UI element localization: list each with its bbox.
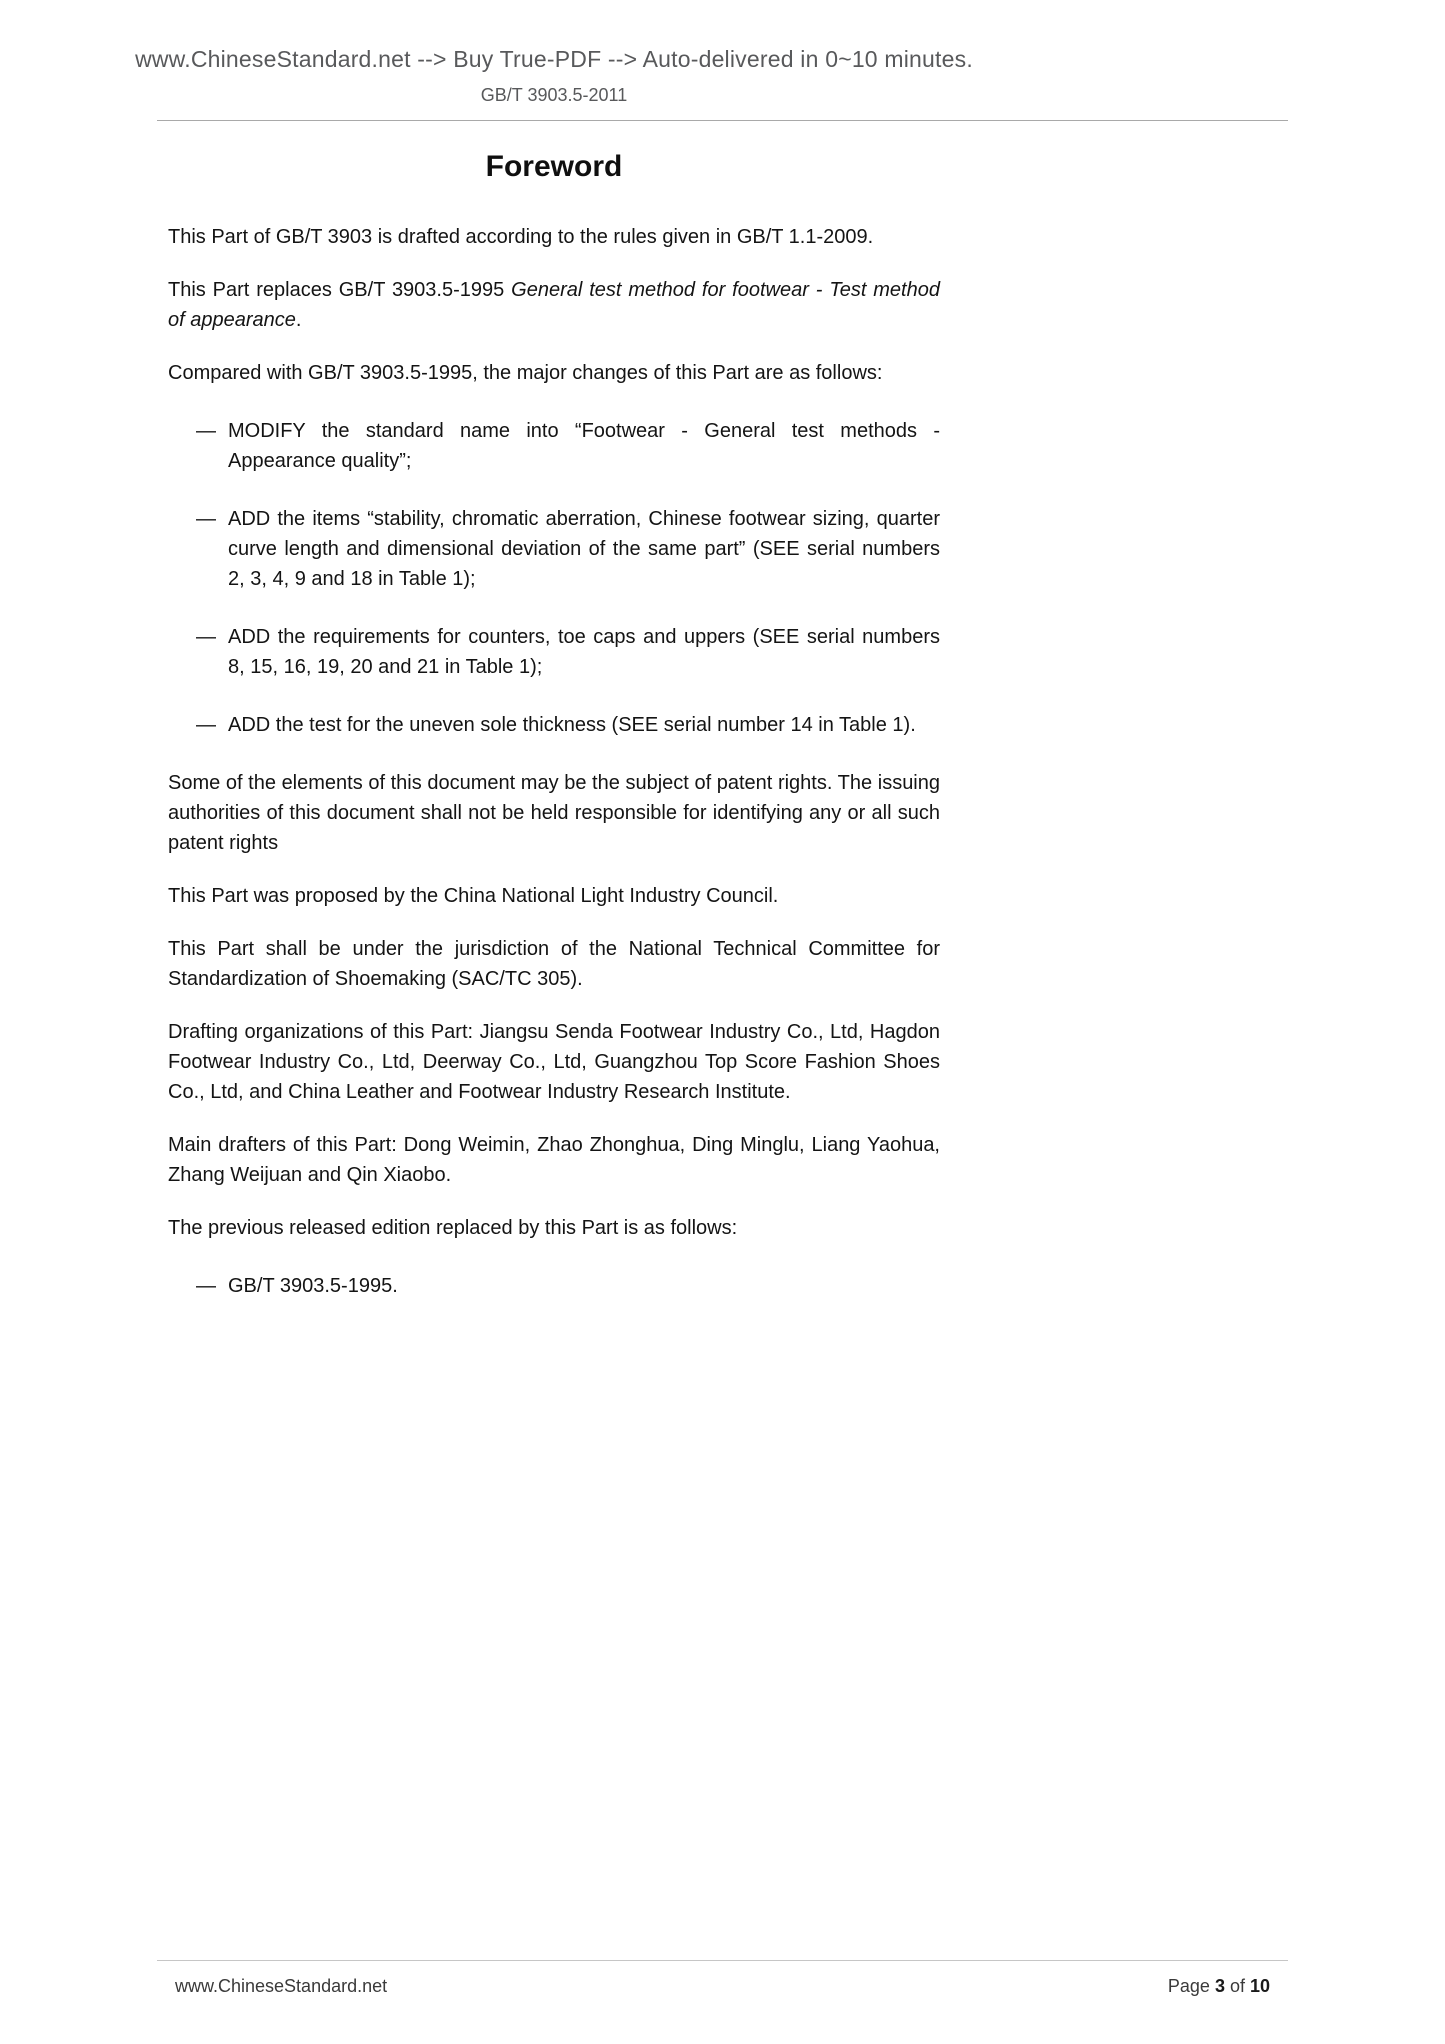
paragraph-major-changes-intro: Compared with GB/T 3903.5-1995, the major changes of this Part are as follows: <box>168 362 883 384</box>
paragraph-jurisdiction: This Part shall be under the jurisdiction of the National Technical Committee for Standardization of Shoemaking (SAC/TC 305). <box>168 938 940 990</box>
header-doc-number: GB/T 3903.5-2011 <box>480 85 628 105</box>
bullet-dash: — <box>196 420 216 442</box>
bullet-text: MODIFY the standard name into “Footwear - General test methods - Appearance quality”; <box>228 420 940 472</box>
bullet-dash: — <box>196 508 216 530</box>
paragraph-main-drafters: Main drafters of this Part: Dong Weimin, Zhao Zhonghua, Ding Minglu, Liang Yaohua, Zhang Weijuan and Qin Xiaobo. <box>168 1134 940 1186</box>
footer-page-number: 3 <box>1214 1976 1225 1996</box>
bullet-text: GB/T 3903.5-1995. <box>228 1275 398 1297</box>
paragraph-patent-rights: Some of the elements of this document may be the subject of patent rights. The issuing authorities of this document shall not be held responsible for identifying any or all such patent rights <box>168 772 940 854</box>
bullet-dash: — <box>196 714 216 736</box>
header-banner: www.ChineseStandard.net --> Buy True-PDF --> Auto-delivered in 0~10 minutes. <box>135 46 973 72</box>
page-title: Foreword <box>485 150 623 183</box>
footer-page-label: Page <box>1167 1976 1215 1996</box>
list-item-previous-edition <box>168 1271 940 1301</box>
list-item-add-requirements <box>168 622 940 682</box>
paragraph-text: This Part replaces GB/T 3903.5-1995 <box>168 279 512 301</box>
document-content <box>168 148 940 1329</box>
bullet-text: ADD the items “stability, chromatic aberration, Chinese footwear sizing, quarter curve length and dimensional deviation of the same part” (SEE serial numbers 2, 3, 4, 9 and 18 in Table 1); <box>228 508 940 590</box>
footer-divider <box>157 1960 1288 1961</box>
bullet-dash: — <box>196 1275 216 1297</box>
footer-page-indicator <box>1168 1974 1270 1998</box>
footer-row <box>175 1974 1270 1998</box>
footer-site-name: www.ChineseStandard.net <box>175 1976 388 1996</box>
bullet-dash: — <box>196 626 216 648</box>
paragraph-replaces <box>168 275 940 335</box>
footer-page-of-label: of <box>1224 1976 1250 1996</box>
list-item-add-items <box>168 504 940 594</box>
paragraph-text: . <box>295 309 302 331</box>
list-item-modify-name <box>168 416 940 476</box>
paragraph-proposed-by: This Part was proposed by the China National Light Industry Council. <box>168 885 779 907</box>
list-item-add-test <box>168 710 940 740</box>
paragraph-previous-edition-intro: The previous released edition replaced by this Part is as follows: <box>168 1217 738 1239</box>
bullet-text: ADD the requirements for counters, toe caps and uppers (SEE serial numbers 8, 15, 16, 19, 20 and 21 in Table 1); <box>228 626 940 678</box>
bullet-text: ADD the test for the uneven sole thickness (SEE serial number 14 in Table 1). <box>228 714 916 736</box>
paragraph-drafting-rules: This Part of GB/T 3903 is drafted according to the rules given in GB/T 1.1-2009. <box>168 226 874 248</box>
referenced-standard-title: General test method for footwear - Test method of appearance <box>168 279 940 331</box>
paragraph-drafting-organizations: Drafting organizations of this Part: Jiangsu Senda Footwear Industry Co., Ltd, Hagdon Footwear Industry Co., Ltd, Deerway Co., Ltd, Guangzhou Top Score Fashion Shoes Co., Ltd, and China Leather and Footwear Industry Research Institute. <box>168 1021 940 1103</box>
header-divider <box>157 120 1288 121</box>
footer-page-total: 10 <box>1249 1976 1270 1996</box>
page-header <box>0 44 1108 106</box>
